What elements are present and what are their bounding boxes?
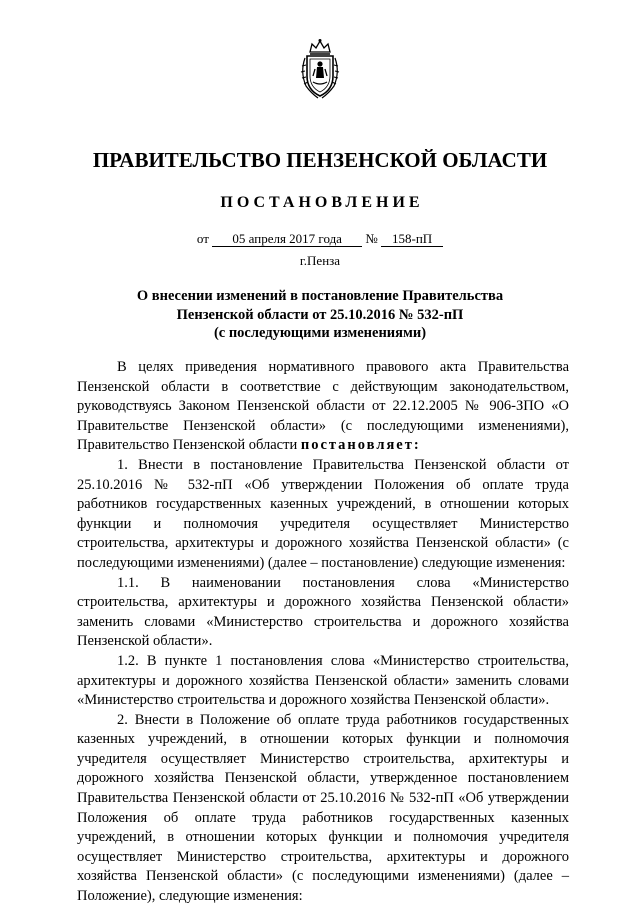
document-subject <box>100 287 540 343</box>
date-number-row <box>0 230 640 248</box>
paragraph-1: 1. Внести в постановление Правительства Пензенской области от 25.10.2016 № 532-пП «Об утверждении Положения об оплате труда работников государственных казенных учреждений, в отношении которых функции и полномочия учредителя осуществляет Министерство строительства, архитектуры и дорожного хозяйства Пензенской области» (с последующими изменениями) (далее – постановление) следующие изменения: <box>77 456 569 571</box>
intro-text: В целях приведения нормативного правового акта Правительства Пензенской области в соответствие с действующим законодательством, руководствуясь Законом Пензенской области от 22.12.2005 № 906-ЗПО «О Правительстве Пензенской области» (с последующими изменениями), Правительство Пензенской области <box>77 359 569 454</box>
subject-line: О внесении изменений в постановление Правительства <box>136 288 504 304</box>
intro-paragraph <box>77 358 569 456</box>
date-prefix: от <box>196 231 209 246</box>
document-body <box>77 358 569 907</box>
decree-word: постановляет: <box>300 437 421 454</box>
number-sign: № <box>365 231 378 246</box>
paragraph-1-1: 1.1. В наименовании постановления слова «Министерство строительства, архитектуры и дорожного хозяйства Пензенской области» заменить словами «Министерство строительства и дорожного хозяйства Пензенской области». <box>77 574 569 650</box>
paragraph-1-2: 1.2. В пункте 1 постановления слова «Министерство строительства, архитектуры и дорожного хозяйства Пензенской области» заменить словами «Министерство строительства и дорожного хозяйства Пензенской области». <box>77 652 569 709</box>
document-city: г.Пенза <box>299 253 341 268</box>
document-number: 158-пП <box>381 231 443 247</box>
paragraph-2: 2. Внести в Положение об оплате труда работников государственных казенных учреждений, в отношении которых функции и полномочия учредителя осуществляет Министерство строительства, архитектуры и дорожного хозяйства Пензенской области, утвержденное постановлением Правительства Пензенской области от 25.10.2016 № 532-пП «Об утверждении Положения об оплате труда работников государственных казенных учреждений, в отношении которых функции и полномочия учредителя осуществляет Министерство строительства, архитектуры и дорожного хозяйства Пензенской области» (с последующими изменениями) (далее – Положение), следующие изменения: <box>77 711 569 905</box>
document-date: 05 апреля 2017 года <box>212 231 362 247</box>
subject-line: Пензенской области от 25.10.2016 № 532-пП <box>176 306 464 323</box>
subject-line: (с последующими изменениями) <box>213 325 427 341</box>
coat-of-arms-icon <box>298 38 342 100</box>
document-type: ПОСТАНОВЛЕНИЕ <box>220 194 424 211</box>
organization-title: ПРАВИТЕЛЬСТВО ПЕНЗЕНСКОЙ ОБЛАСТИ <box>92 148 548 172</box>
